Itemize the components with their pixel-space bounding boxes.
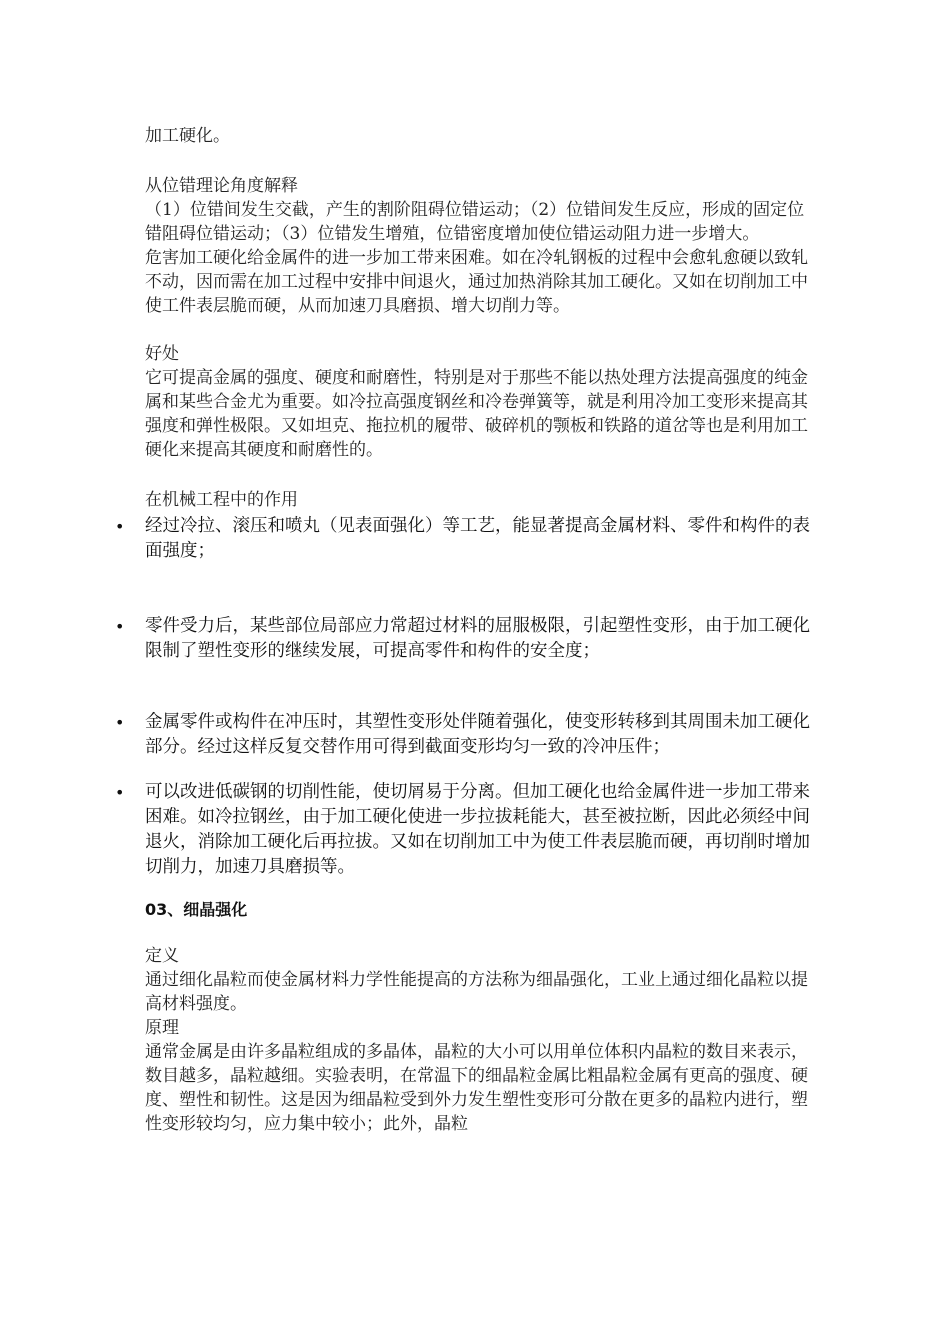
list-item xyxy=(115,710,810,760)
fine-grain-heading: 03、细晶强化 xyxy=(145,900,248,919)
bullet-icon: • xyxy=(115,617,125,636)
list-item xyxy=(115,514,810,564)
dislocation-body: （1）位错间发生交截，产生的割阶阻碍位错运动；（2）位错间发生反应，形成的固定位错阻碍位错运动；（3）位错发生增殖，位错密度增加使位错运动阻力进一步增大。 xyxy=(145,200,805,244)
bullet-icon: • xyxy=(115,517,125,536)
bullet-icon: • xyxy=(115,713,125,732)
bullet-text: 金属零件或构件在冲压时，其塑性变形处伴随着强化，使变形转移到其周围未加工硬化部分。经过这样反复交替作用可得到截面变形均匀一致的冷冲压件； xyxy=(145,712,810,757)
definition-label: 定义 xyxy=(145,946,179,966)
definition-body: 通过细化晶粒而使金属材料力学性能提高的方法称为细晶强化，工业上通过细化晶粒以提高材料强度。 xyxy=(145,970,808,1014)
list-item xyxy=(115,614,810,664)
dislocation-heading: 从位错理论角度解释 xyxy=(145,176,298,196)
bullet-text: 可以改进低碳钢的切削性能，使切屑易于分离。但加工硬化也给金属件进一步加工带来困难。如冷拉钢丝，由于加工硬化使进一步拉拔耗能大，甚至被拉断，因此必须经中间退火，消除加工硬化后再拉拔。又如在切削加工中为使工件表层脆而硬，再切削时增加切削力，加速刀具磨损等。 xyxy=(145,782,810,877)
bullet-icon: • xyxy=(115,783,125,802)
principle-label: 原理 xyxy=(145,1018,179,1038)
bullet-text: 零件受力后，某些部位局部应力常超过材料的屈服极限，引起塑性变形，由于加工硬化限制了塑性变形的继续发展，可提高零件和构件的安全度； xyxy=(145,616,810,661)
bullet-text: 经过冷拉、滚压和喷丸（见表面强化）等工艺，能显著提高金属材料、零件和构件的表面强度； xyxy=(145,516,810,561)
benefit-body: 它可提高金属的强度、硬度和耐磨性，特别是对于那些不能以热处理方法提高强度的纯金属和某些合金尤为重要。如冷拉高强度钢丝和冷卷弹簧等，就是利用冷加工变形来提高其强度和弹性极限。又如坦克、拖拉机的履带、破碎机的颚板和铁路的道岔等也是利用加工硬化来提高其硬度和耐磨性的。 xyxy=(145,368,808,460)
page-content xyxy=(115,124,810,1136)
list-item xyxy=(115,780,810,880)
benefit-heading: 好处 xyxy=(145,344,179,364)
role-heading: 在机械工程中的作用 xyxy=(145,490,298,510)
intro-end-paragraph: 加工硬化。 xyxy=(145,126,230,146)
principle-body: 通常金属是由许多晶粒组成的多晶体，晶粒的大小可以用单位体积内晶粒的数目来表示，数目越多，晶粒越细。实验表明，在常温下的细晶粒金属比粗晶粒金属有更高的强度、硬度、塑性和韧性。这是因为细晶粒受到外力发生塑性变形可分散在更多的晶粒内进行，塑性变形较均匀，应力集中较小；此外，晶粒 xyxy=(145,1042,808,1134)
harm-paragraph: 危害加工硬化给金属件的进一步加工带来困难。如在冷轧钢板的过程中会愈轧愈硬以致轧不动，因而需在加工过程中安排中间退火，通过加热消除其加工硬化。又如在切削加工中使工件表层脆而硬，从而加速刀具磨损、增大切削力等。 xyxy=(145,248,808,316)
role-bullet-list xyxy=(115,514,810,880)
